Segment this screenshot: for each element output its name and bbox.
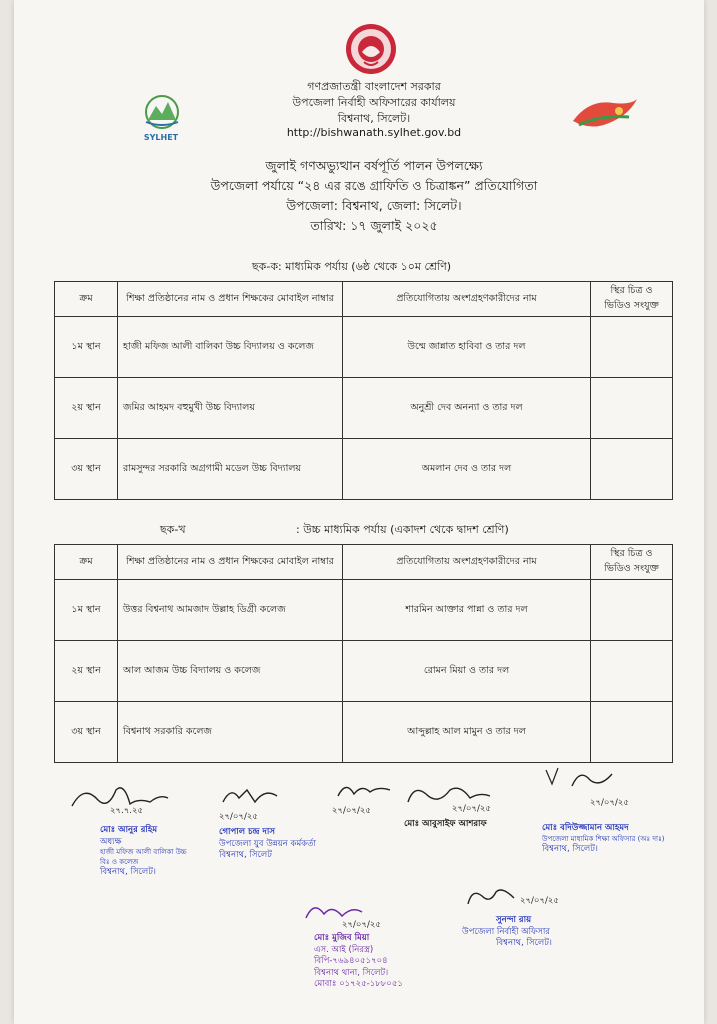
media-cell (591, 702, 673, 763)
table-row (55, 378, 673, 439)
table-header-row (55, 545, 673, 580)
institution-cell: জমির আহমদ বহুমুখী উচ্চ বিদ্যালয় (118, 378, 343, 439)
signature-block-headmaster (64, 780, 194, 879)
signatory-name: সুনন্দা রায় (496, 915, 532, 926)
signatory-name: গোপাল চন্দ্র দাস (219, 827, 275, 838)
signatory-place: বিশ্বনাথ, সিলেট। (496, 938, 552, 949)
signatory-title: উপজেলা মাধ্যমিক শিক্ষা অফিসার (অঃ দাঃ) (542, 834, 665, 843)
handwritten-signature-icon (462, 884, 522, 910)
signatory-name: মোঃ আবুসাইফ আশরাফ (404, 819, 487, 830)
rank-cell: ৩য় স্থান (55, 439, 118, 500)
table-row (55, 702, 673, 763)
signature-date: ২৭/০৭/২৫ (332, 806, 371, 816)
table-row (55, 317, 673, 378)
signature-block-uno (462, 884, 612, 950)
media-cell (591, 317, 673, 378)
signatory-place: বিশ্বনাথ, সিলেট। (100, 867, 156, 878)
table-header-row (55, 282, 673, 317)
group-b-table (54, 544, 673, 763)
bangladesh-govt-emblem-icon (344, 22, 398, 76)
signatory-title: এস. আই (নিরস্ত্র) (314, 944, 374, 955)
rank-cell: ২য় স্থান (55, 378, 118, 439)
col-media: স্থির চিত্র ও ভিডিও সংযুক্ত (591, 282, 673, 317)
signature-block-youth-officer (219, 784, 349, 862)
signature-block-officer (404, 782, 554, 831)
signature-date: ২৭/০৭/২৫ (342, 920, 381, 930)
institution-cell: রামসুন্দর সরকারি অগ্রগামী মডেল উচ্চ বিদ্যালয় (118, 439, 343, 500)
title-occasion: জুলাই গণঅভ্যুত্থান বর্ষপূর্তি পালন উপলক্ষ্যে (265, 158, 483, 173)
handwritten-signature-icon (542, 764, 622, 794)
signatory-id: বিপি-৭৬৯৪০৫১৭০৪ (314, 956, 388, 967)
campaign-logo-icon (569, 95, 641, 133)
org-line-place: বিশ্বনাথ, সিলেট। (337, 112, 411, 125)
group-b-title: : উচ্চ মাধ্যমিক পর্যায় (একাদশ থেকে দ্বাদশ শ্রেণি) (296, 523, 509, 536)
signatory-title: উপজেলা যুব উন্নয়ন কর্মকর্তা (219, 838, 316, 849)
signatory-place: বিশ্বনাথ, সিলেট। (542, 844, 598, 855)
col-rank: ক্রম (55, 545, 118, 580)
rank-cell: ১ম স্থান (55, 580, 118, 641)
institution-cell: হাজী মফিজ আলী বালিকা উচ্চ বিদ্যালয় ও কলেজ (118, 317, 343, 378)
participants-cell: শারমিন আক্তার পান্না ও তার দল (343, 580, 591, 641)
signature-date: ২৭/০৭/২৫ (590, 798, 629, 808)
institution-cell: উত্তর বিশ্বনাথ আমজাদ উল্লাহ ডিগ্রী কলেজ (118, 580, 343, 641)
group-a-title: ছক-ক: মাধ্যমিক পর্যায় (৬ষ্ঠ থেকে ১০ম শ্রেণি) (252, 260, 452, 273)
title-date: তারিখ: ১৭ জুলাই ২০২৫ (310, 218, 438, 233)
table-row (55, 439, 673, 500)
media-cell (591, 439, 673, 500)
institution-cell: বিশ্বনাথ সরকারি কলেজ (118, 702, 343, 763)
media-cell (591, 641, 673, 702)
signature-block-education-officer (542, 764, 692, 856)
document-page (14, 0, 704, 1024)
signatory-place: বিশ্বনাথ, সিলেট (219, 850, 272, 861)
participants-cell: আব্দুল্লাহ আল মামুন ও তার দল (343, 702, 591, 763)
signatory-mobile: মোবাঃ ০১৭২৫-১৮৮০৫১ (314, 979, 403, 990)
sylhet-logo-caption: SYLHET (143, 133, 179, 142)
participants-cell: রোমন মিয়া ও তার দল (343, 641, 591, 702)
col-rank: ক্রম (55, 282, 118, 317)
handwritten-signature-icon (332, 776, 402, 802)
title-location: উপজেলা: বিশ্বনাথ, জেলা: সিলেট। (286, 198, 462, 213)
rank-cell: ৩য় স্থান (55, 702, 118, 763)
title-competition: উপজেলা পর্যায়ে “২৪ এর রঙে গ্রাফিতি ও চিত্রাঙ্কন” প্রতিযোগিতা (210, 178, 538, 193)
signatory-name: মোঃ মুজিব মিয়া (314, 933, 370, 944)
org-website-link[interactable]: http://bishwanath.sylhet.gov.bd (286, 126, 462, 139)
signature-date: ২৭/০৭/২৫ (452, 804, 491, 814)
signature-block-police (300, 898, 450, 991)
table-row (55, 580, 673, 641)
signatory-title: উপজেলা নির্বাহী অফিসার (462, 926, 550, 937)
signatory-title: অধ্যক্ষ (100, 836, 122, 847)
signatory-station: বিশ্বনাথ থানা, সিলেট। (314, 967, 389, 978)
signatory-name: মোঃ আনুর রহিম (100, 825, 158, 836)
signatory-name: মোঃ বদিউজ্জামান আহমদ (542, 823, 629, 834)
signature-date: ২৭.৭.২৫ (110, 806, 144, 816)
col-institution: শিক্ষা প্রতিষ্ঠানের নাম ও প্রধান শিক্ষকের মোবাইল নাম্বার (118, 545, 343, 580)
participants-cell: অমলান দেব ও তার দল (343, 439, 591, 500)
rank-cell: ২য় স্থান (55, 641, 118, 702)
org-line-govt: গণপ্রজাতন্ত্রী বাংলাদেশ সরকার (307, 80, 441, 93)
signatory-org: হাজী মফিজ আলী বালিকা উচ্চ বিঃ ও কলেজ (100, 848, 187, 866)
col-participants: প্রতিযোগিতায় অংশগ্রহণকারীদের নাম (343, 545, 591, 580)
signature-date: ২৭/০৭/২৫ (520, 896, 559, 906)
signature-block-member (332, 776, 412, 817)
institution-cell: আল আজম উচ্চ বিদ্যালয় ও কলেজ (118, 641, 343, 702)
rank-cell: ১ম স্থান (55, 317, 118, 378)
media-cell (591, 580, 673, 641)
signature-date: ২৭/০৭/২৫ (219, 812, 258, 822)
table-row (55, 641, 673, 702)
col-institution: শিক্ষা প্রতিষ্ঠানের নাম ও প্রধান শিক্ষকের মোবাইল নাম্বার (118, 282, 343, 317)
participants-cell: অনুশ্রী দেব অনন্যা ও তার দল (343, 378, 591, 439)
handwritten-signature-icon (219, 784, 289, 808)
media-cell (591, 378, 673, 439)
col-participants: প্রতিযোগিতায় অংশগ্রহণকারীদের নাম (343, 282, 591, 317)
col-media: স্থির চিত্র ও ভিডিও সংযুক্ত (591, 545, 673, 580)
group-a-table (54, 281, 673, 500)
group-b-title-label: ছক-খ (160, 523, 186, 536)
participants-cell: উম্মে জান্নাত হাবিবা ও তার দল (343, 317, 591, 378)
org-line-office: উপজেলা নির্বাহী অফিসারের কার্যালয় (292, 96, 456, 109)
